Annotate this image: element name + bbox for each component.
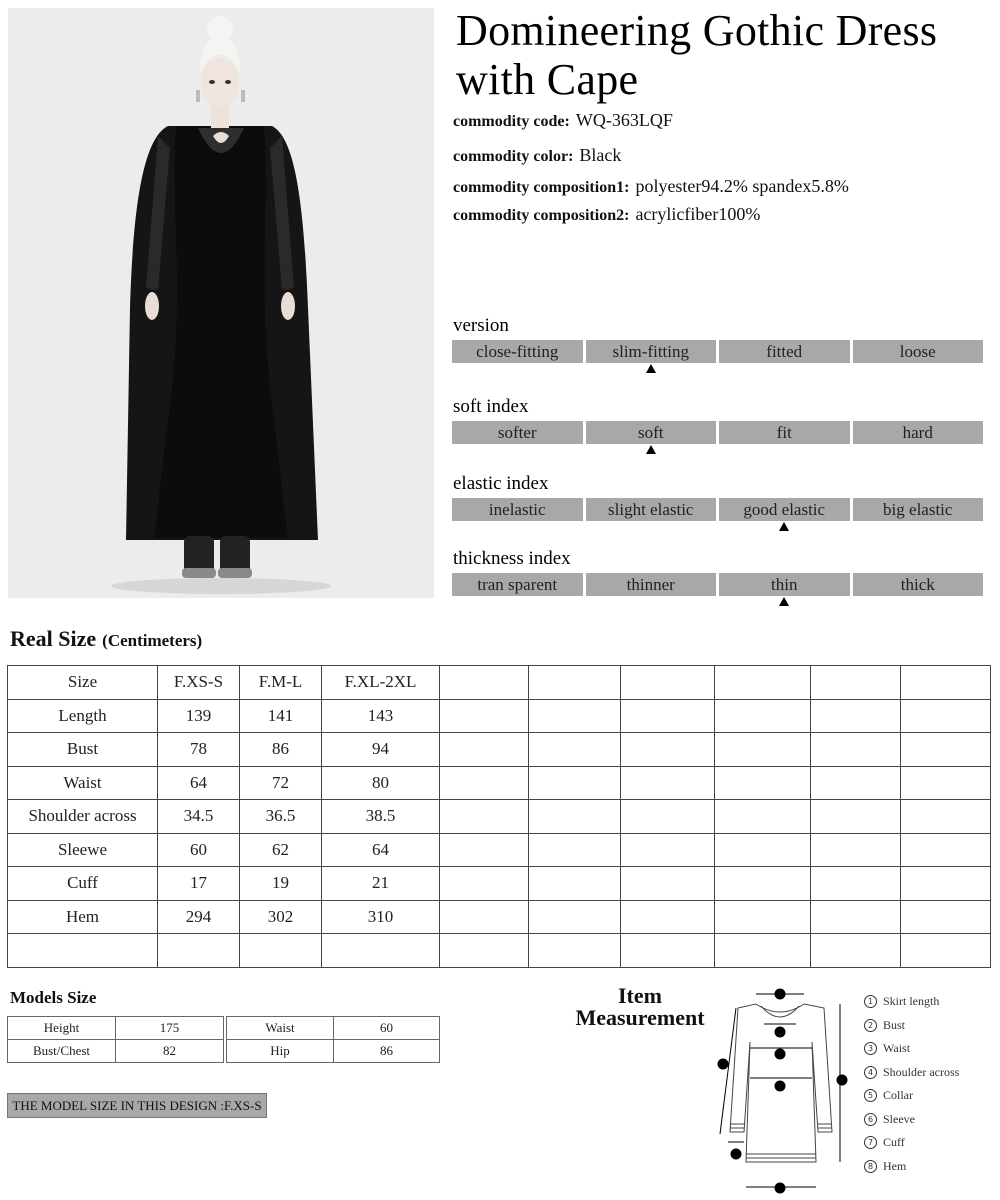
version-label: version — [453, 315, 509, 336]
legend-item — [864, 1131, 998, 1155]
table-row — [8, 733, 991, 767]
empty-cell — [440, 666, 529, 700]
thickness-index-selected-marker — [779, 597, 789, 606]
measure-marker — [731, 1149, 742, 1160]
table-cell: Shoulder across — [8, 800, 158, 834]
soft-index-option: softer — [452, 421, 583, 444]
legend-label: Cuff — [883, 1135, 905, 1150]
empty-cell — [811, 833, 901, 867]
models-size-table-right — [226, 1016, 440, 1063]
version-option: slim-fitting — [586, 340, 717, 363]
empty-cell — [811, 867, 901, 901]
legend-label: Bust — [883, 1017, 906, 1032]
soft-index-option: hard — [853, 421, 984, 444]
attribute-value: Black — [579, 145, 622, 165]
empty-cell — [621, 934, 715, 968]
table-cell: 72 — [240, 766, 322, 800]
item-measurement-title-line2: Measurement — [575, 1005, 705, 1030]
elastic-index-selected-marker — [779, 522, 789, 531]
empty-cell — [901, 800, 991, 834]
model-size-note: THE MODEL SIZE IN THIS DESIGN :F.XS-S — [7, 1093, 267, 1118]
legend-item — [864, 1061, 998, 1085]
legend-label: Shoulder across — [883, 1064, 960, 1079]
table-header-cell: F.XL-2XL — [322, 666, 440, 700]
elastic-index-scale — [452, 498, 983, 521]
thickness-index-option: thinner — [586, 573, 717, 596]
product-title: Domineering Gothic Dress with Cape — [456, 6, 938, 104]
table-cell: 294 — [158, 900, 240, 934]
legend-item — [864, 1084, 998, 1108]
attribute-value: WQ-363LQF — [575, 110, 673, 130]
elastic-index-label: elastic index — [453, 473, 549, 494]
table-cell: 21 — [322, 867, 440, 901]
commodity-composition1-row — [453, 176, 849, 197]
elastic-index-option: inelastic — [452, 498, 583, 521]
thickness-index-scale — [452, 573, 983, 596]
attribute-value: acrylicfiber100% — [635, 204, 761, 224]
soft-index-scale — [452, 421, 983, 444]
legend-number-icon: 7 — [864, 1136, 877, 1149]
empty-cell — [811, 733, 901, 767]
empty-cell — [811, 666, 901, 700]
empty-cell — [715, 699, 811, 733]
table-cell: 34.5 — [158, 800, 240, 834]
elastic-index-option: good elastic — [719, 498, 850, 521]
table-row — [8, 766, 991, 800]
legend-label: Skirt length — [883, 994, 940, 1009]
legend-item — [864, 1037, 998, 1061]
version-option: loose — [853, 340, 984, 363]
table-row — [227, 1040, 440, 1063]
empty-cell — [811, 900, 901, 934]
size-table — [7, 665, 991, 968]
empty-cell — [901, 666, 991, 700]
table-cell: Height — [8, 1017, 116, 1040]
empty-cell — [440, 766, 529, 800]
models-size-table-left — [7, 1016, 224, 1063]
commodity-code-row — [453, 110, 673, 131]
soft-index-option: soft — [586, 421, 717, 444]
table-row — [8, 699, 991, 733]
legend-item — [864, 1155, 998, 1179]
empty-cell — [621, 867, 715, 901]
empty-cell — [715, 833, 811, 867]
empty-cell — [715, 733, 811, 767]
table-cell: Bust — [8, 733, 158, 767]
measure-marker — [775, 1049, 786, 1060]
empty-cell — [715, 934, 811, 968]
empty-cell — [901, 766, 991, 800]
legend-number-icon: 1 — [864, 995, 877, 1008]
legend-item — [864, 990, 998, 1014]
empty-cell — [901, 867, 991, 901]
empty-cell — [811, 766, 901, 800]
table-cell: 80 — [322, 766, 440, 800]
elastic-index-option: slight elastic — [586, 498, 717, 521]
empty-cell — [621, 833, 715, 867]
table-cell: 86 — [334, 1040, 440, 1063]
soft-index-option: fit — [719, 421, 850, 444]
table-cell: 38.5 — [322, 800, 440, 834]
empty-cell — [901, 699, 991, 733]
real-size-heading — [10, 626, 202, 652]
table-cell: 36.5 — [240, 800, 322, 834]
table-cell: 17 — [158, 867, 240, 901]
legend-item — [864, 1014, 998, 1038]
table-cell: Waist — [8, 766, 158, 800]
legend-number-icon: 3 — [864, 1042, 877, 1055]
empty-cell — [621, 666, 715, 700]
table-cell: 62 — [240, 833, 322, 867]
legend-item — [864, 1108, 998, 1132]
empty-cell — [901, 934, 991, 968]
measure-marker — [837, 1075, 848, 1086]
soft-index-label: soft index — [453, 396, 529, 417]
empty-cell — [901, 733, 991, 767]
empty-cell — [322, 934, 440, 968]
empty-cell — [811, 800, 901, 834]
thickness-index-option: tran sparent — [452, 573, 583, 596]
thickness-index-option: thin — [719, 573, 850, 596]
table-row — [8, 934, 991, 968]
table-row — [8, 867, 991, 901]
attribute-value: polyester94.2% spandex5.8% — [635, 176, 849, 196]
empty-cell — [529, 766, 621, 800]
empty-cell — [621, 699, 715, 733]
empty-cell — [621, 766, 715, 800]
table-cell: Cuff — [8, 867, 158, 901]
empty-cell — [529, 934, 621, 968]
table-row — [8, 900, 991, 934]
empty-cell — [8, 934, 158, 968]
real-size-unit: (Centimeters) — [102, 631, 203, 650]
empty-cell — [440, 800, 529, 834]
version-option: close-fitting — [452, 340, 583, 363]
empty-cell — [440, 934, 529, 968]
table-cell: 94 — [322, 733, 440, 767]
attribute-key: commodity color: — [453, 148, 574, 165]
table-cell: Waist — [227, 1017, 334, 1040]
empty-cell — [529, 867, 621, 901]
empty-cell — [715, 800, 811, 834]
empty-cell — [440, 833, 529, 867]
table-cell: 302 — [240, 900, 322, 934]
empty-cell — [811, 934, 901, 968]
empty-cell — [440, 867, 529, 901]
table-cell: Length — [8, 699, 158, 733]
version-selected-marker — [646, 364, 656, 373]
table-row — [8, 800, 991, 834]
table-cell: Hem — [8, 900, 158, 934]
table-cell: 141 — [240, 699, 322, 733]
empty-cell — [621, 733, 715, 767]
legend-number-icon: 6 — [864, 1113, 877, 1126]
attribute-key: commodity composition1: — [453, 179, 630, 196]
empty-cell — [715, 900, 811, 934]
empty-cell — [529, 699, 621, 733]
model-in-dress-illustration — [8, 8, 434, 598]
measure-marker — [718, 1059, 729, 1070]
table-row — [8, 1040, 224, 1063]
empty-cell — [529, 800, 621, 834]
empty-cell — [529, 833, 621, 867]
table-header-cell: F.XS-S — [158, 666, 240, 700]
version-option: fitted — [719, 340, 850, 363]
legend-number-icon: 8 — [864, 1160, 877, 1173]
measure-marker — [775, 1027, 786, 1038]
table-cell: 143 — [322, 699, 440, 733]
table-row — [227, 1017, 440, 1040]
table-cell: 19 — [240, 867, 322, 901]
empty-cell — [901, 900, 991, 934]
empty-cell — [715, 867, 811, 901]
measure-marker — [775, 1183, 786, 1194]
measure-marker — [775, 989, 786, 1000]
table-row — [8, 833, 991, 867]
empty-cell — [529, 666, 621, 700]
elastic-index-option: big elastic — [853, 498, 984, 521]
legend-label: Waist — [883, 1041, 911, 1056]
measure-marker — [775, 1081, 786, 1092]
legend-number-icon: 4 — [864, 1066, 877, 1079]
table-cell: 175 — [116, 1017, 224, 1040]
legend-label: Collar — [883, 1088, 913, 1103]
empty-cell — [529, 900, 621, 934]
legend-label: Hem — [883, 1158, 907, 1173]
soft-index-selected-marker — [646, 445, 656, 454]
table-cell: Bust/Chest — [8, 1040, 116, 1063]
table-row — [8, 1017, 224, 1040]
legend-label: Sleeve — [883, 1111, 915, 1126]
empty-cell — [529, 733, 621, 767]
table-cell: Sleewe — [8, 833, 158, 867]
empty-cell — [901, 833, 991, 867]
attribute-key: commodity composition2: — [453, 207, 630, 224]
empty-cell — [621, 900, 715, 934]
item-measurement-title-line1: Item — [618, 983, 662, 1008]
empty-cell — [621, 800, 715, 834]
table-cell: 78 — [158, 733, 240, 767]
legend-number-icon: 2 — [864, 1019, 877, 1032]
empty-cell — [440, 900, 529, 934]
table-cell: 310 — [322, 900, 440, 934]
table-header-cell: Size — [8, 666, 158, 700]
item-measurement-title — [560, 985, 720, 1029]
legend-number-icon: 5 — [864, 1089, 877, 1102]
thickness-index-label: thickness index — [453, 548, 571, 569]
version-scale — [452, 340, 983, 363]
empty-cell — [811, 699, 901, 733]
garment-measurement-diagram — [706, 982, 856, 1196]
empty-cell — [240, 934, 322, 968]
commodity-composition2-row — [453, 204, 760, 225]
table-header-cell: F.M-L — [240, 666, 322, 700]
table-cell: 86 — [240, 733, 322, 767]
thickness-index-option: thick — [853, 573, 984, 596]
empty-cell — [715, 766, 811, 800]
table-cell: 60 — [334, 1017, 440, 1040]
product-photo — [8, 8, 434, 598]
empty-cell — [440, 699, 529, 733]
models-size-title: Models Size — [10, 988, 97, 1007]
table-cell: Hip — [227, 1040, 334, 1063]
empty-cell — [440, 733, 529, 767]
table-cell: 64 — [158, 766, 240, 800]
table-cell: 64 — [322, 833, 440, 867]
table-row — [8, 666, 991, 700]
table-cell: 82 — [116, 1040, 224, 1063]
table-cell: 139 — [158, 699, 240, 733]
attribute-key: commodity code: — [453, 113, 570, 130]
commodity-color-row — [453, 145, 621, 166]
real-size-title: Real Size — [10, 626, 97, 651]
empty-cell — [715, 666, 811, 700]
empty-cell — [158, 934, 240, 968]
table-cell: 60 — [158, 833, 240, 867]
measurement-legend — [864, 990, 998, 1178]
